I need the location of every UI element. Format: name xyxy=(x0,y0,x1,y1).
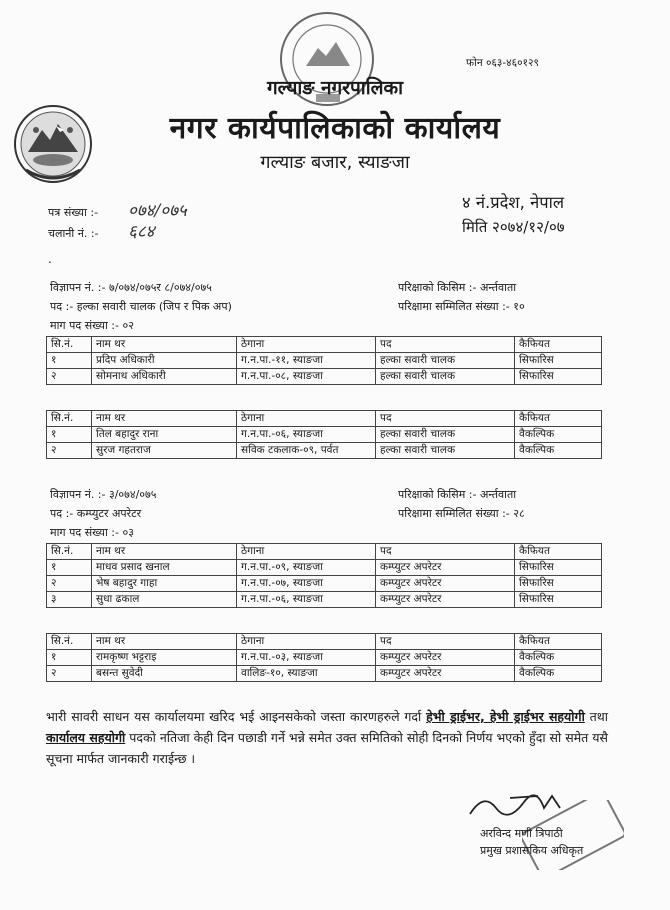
table-row xyxy=(47,650,602,666)
table-cell: वैकल्पिक xyxy=(515,650,602,666)
table-cell: कम्प्युटर अपरेटर xyxy=(376,560,515,576)
table-cell: ग.न.पा.-०७, स्याङजा xyxy=(237,576,376,592)
ad-number-2: विज्ञापन नं. :- ३/०७४/०७५ xyxy=(50,488,157,501)
column-header: पद xyxy=(376,337,515,353)
table-cell: कम्प्युटर अपरेटर xyxy=(376,650,515,666)
table-row xyxy=(47,666,602,682)
results-table-3 xyxy=(46,543,602,608)
table-cell: २ xyxy=(47,666,92,682)
table-cell: ग.न.पा.-०६, स्याङजा xyxy=(237,427,376,443)
table-cell: २ xyxy=(47,576,92,592)
table-header-row xyxy=(47,634,602,650)
column-header: नाम थर xyxy=(92,544,237,560)
dispatch-number-value: ६८४ xyxy=(128,222,155,242)
demand-2: माग पद संख्या :- ०३ xyxy=(50,526,134,539)
notice-paragraph xyxy=(46,706,608,769)
column-header: ठेगाना xyxy=(237,634,376,650)
table-cell: सिफारिस xyxy=(515,576,602,592)
table-cell: सिफारिस xyxy=(515,369,602,385)
results-table-4 xyxy=(46,633,602,682)
letter-number-value: ०७४/०७५ xyxy=(128,201,187,221)
table-cell: १ xyxy=(47,353,92,369)
column-header: नाम थर xyxy=(92,411,237,427)
notice-text-2: तथा xyxy=(584,709,608,724)
table-cell: १ xyxy=(47,650,92,666)
column-header: नाम थर xyxy=(92,634,237,650)
signatory-name: अरविन्द मणी त्रिपाठी xyxy=(480,827,563,840)
column-header: ठेगाना xyxy=(237,544,376,560)
table-cell: रामकृष्ण भट्टराइ xyxy=(92,650,237,666)
letter-date: मिति २०७४/१२/०७ xyxy=(462,218,565,236)
table-cell: माधव प्रसाद खनाल xyxy=(92,560,237,576)
table-header-row xyxy=(47,411,602,427)
table-cell: प्रदिप अधिकारी xyxy=(92,353,237,369)
notice-text-1: भारी सावरी साधन यस कार्यालयमा खरिद भई आइनसकेको जस्ता कारणहरुले गर्दा xyxy=(46,709,427,724)
dispatch-number-label: चलानी नं. :- xyxy=(48,227,99,240)
phone-number: फोन ०६३-४६०१२९ xyxy=(466,57,539,69)
table-cell: ग.न.पा.-०३, स्याङजा xyxy=(237,650,376,666)
table-cell: ग.न.पा.-०६, स्याङजा xyxy=(237,592,376,608)
exam-type-2: परिक्षाको किसिम :- अर्न्तवाता xyxy=(398,488,517,501)
table-cell: सुधा ढकाल xyxy=(92,592,237,608)
table-row xyxy=(47,576,602,592)
table-cell: सिफारिस xyxy=(515,560,602,576)
table-cell: वैकल्पिक xyxy=(515,443,602,459)
table-cell: वैकल्पिक xyxy=(515,427,602,443)
column-header: कैफियत xyxy=(515,411,602,427)
stray-dot: . xyxy=(48,252,52,266)
table-cell: तिल बहादुर राना xyxy=(92,427,237,443)
table-row xyxy=(47,443,602,459)
table-row xyxy=(47,592,602,608)
column-header: पद xyxy=(376,544,515,560)
table-cell: २ xyxy=(47,369,92,385)
table-cell: सिफारिस xyxy=(515,592,602,608)
table-cell: सोमनाथ अधिकारी xyxy=(92,369,237,385)
table-row xyxy=(47,427,602,443)
column-header: सि.नं. xyxy=(47,411,92,427)
ad-number-1: विज्ञापन नं. :- ७/०७४/०७५र ८/०७४/०७५ xyxy=(50,281,212,294)
table-cell: वैकल्पिक xyxy=(515,666,602,682)
post-1: पद :- हल्का सवारी चालक (जिप र पिक अप) xyxy=(50,300,232,313)
column-header: कैफियत xyxy=(515,634,602,650)
table-cell: हल्का सवारी चालक xyxy=(376,443,515,459)
table-cell: ग.न.पा.-०८, स्याङजा xyxy=(237,369,376,385)
table-cell: १ xyxy=(47,427,92,443)
notice-text-3: पदको नतिजा केही दिन पछाडी गर्ने भन्ने समेत उक्त समितिको सोही दिनको निर्णय भएको हुँदा सो समेत यसै सूचना मार्फत जानकारी गराईन्छ । xyxy=(46,730,608,766)
column-header: सि.नं. xyxy=(47,544,92,560)
table-cell: बसन्त सुवेदी xyxy=(92,666,237,682)
table-row xyxy=(47,353,602,369)
table-cell: कम्प्युटर अपरेटर xyxy=(376,592,515,608)
letter-number-label: पत्र संख्या :- xyxy=(48,206,99,219)
demand-1: माग पद संख्या :- ०२ xyxy=(50,319,134,332)
exam-type-1: परिक्षाको किसिम :- अर्न्तवाता xyxy=(398,281,517,294)
table-cell: वालिङ-१०, स्याङजा xyxy=(237,666,376,682)
column-header: कैफियत xyxy=(515,337,602,353)
table-cell: कम्प्युटर अपरेटर xyxy=(376,666,515,682)
table-cell: हल्का सवारी चालक xyxy=(376,353,515,369)
results-table-1 xyxy=(46,336,602,385)
column-header: पद xyxy=(376,411,515,427)
column-header: कैफियत xyxy=(515,544,602,560)
table-header-row xyxy=(47,337,602,353)
province-text: ४ नं.प्रदेश, नेपाल xyxy=(462,193,565,212)
table-cell: ग.न.पा.-०९, स्याङजा xyxy=(237,560,376,576)
participants-1: परिक्षामा सम्मिलित संख्या :- १० xyxy=(398,300,525,313)
table-cell: २ xyxy=(47,443,92,459)
table-cell: ३ xyxy=(47,592,92,608)
table-cell: भेष बहादुर गाहा xyxy=(92,576,237,592)
table-cell: हल्का सवारी चालक xyxy=(376,369,515,385)
table-cell: सिफारिस xyxy=(515,353,602,369)
notice-bold-1: हेभी ड्राईभर, हेभी ड्राईभर सहयोगी xyxy=(426,709,585,724)
table-header-row xyxy=(47,544,602,560)
table-row xyxy=(47,560,602,576)
municipality-name: गल्याङ नगरपालिका xyxy=(266,77,404,99)
column-header: ठेगाना xyxy=(237,337,376,353)
column-header: सि.नं. xyxy=(47,337,92,353)
table-cell: ग.न.पा.-११, स्याङजा xyxy=(237,353,376,369)
notice-bold-2: कार्यालय सहयोगी xyxy=(46,730,126,745)
table-cell: सविक टकलाक-०९, पर्वत xyxy=(237,443,376,459)
table-row xyxy=(47,369,602,385)
participants-2: परिक्षामा सम्मिलित संख्या :- २८ xyxy=(398,507,525,520)
column-header: पद xyxy=(376,634,515,650)
column-header: ठेगाना xyxy=(237,411,376,427)
column-header: सि.नं. xyxy=(47,634,92,650)
post-2: पद :- कम्प्युटर अपरेटर xyxy=(50,507,142,520)
table-cell: १ xyxy=(47,560,92,576)
table-cell: हल्का सवारी चालक xyxy=(376,427,515,443)
table-cell: कम्प्युटर अपरेटर xyxy=(376,576,515,592)
office-title: नगर कार्यपालिकाको कार्यालय xyxy=(169,111,501,146)
signatory-post: प्रमुख प्रशासकिय अधिकृत xyxy=(480,844,584,857)
table-cell: सुरज गहतराज xyxy=(92,443,237,459)
office-address: गल्याङ बजार, स्याङजा xyxy=(260,152,410,173)
results-table-2 xyxy=(46,410,602,459)
column-header: नाम थर xyxy=(92,337,237,353)
